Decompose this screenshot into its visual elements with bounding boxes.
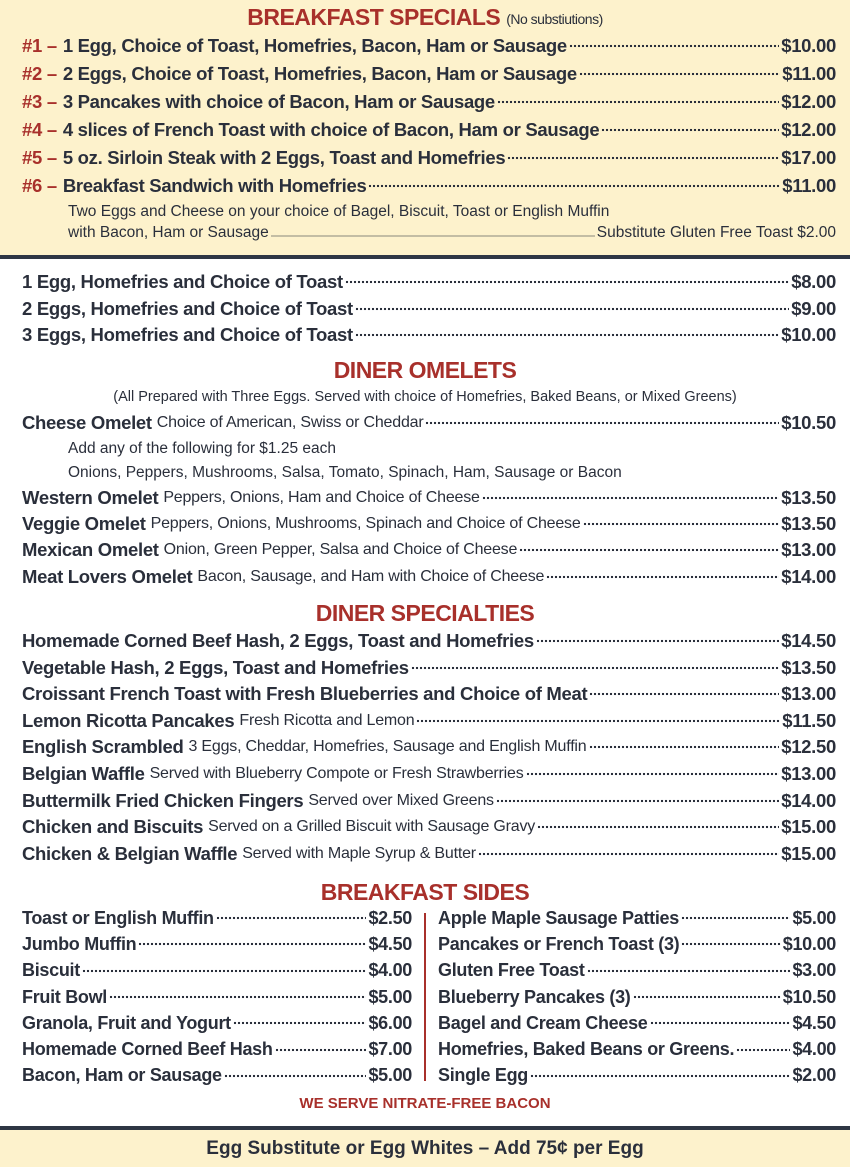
menu-item xyxy=(0,787,850,814)
menu-item xyxy=(0,707,850,734)
item-price: $14.00 xyxy=(781,565,836,587)
item-name: Gluten Free Toast xyxy=(438,960,585,981)
item-name: Belgian Waffle xyxy=(22,762,145,784)
specialties-title: DINER SPECIALTIES xyxy=(315,600,535,627)
item-desc: Fresh Ricotta and Lemon xyxy=(239,711,415,729)
dot-leader xyxy=(601,128,779,132)
item-name: 4 slices of French Toast with choice of Bacon, Ham or Sausage xyxy=(62,119,600,140)
menu-item xyxy=(0,1010,424,1036)
item-price: $14.50 xyxy=(781,629,836,651)
item-price: $12.50 xyxy=(781,736,836,758)
item-price: $17.00 xyxy=(781,147,836,168)
item-price: $13.50 xyxy=(781,486,836,508)
item-name: Homemade Corned Beef Hash xyxy=(22,1039,273,1060)
dot-leader xyxy=(583,522,780,526)
item-name: Biscuit xyxy=(22,960,80,981)
item-name: Granola, Fruit and Yogurt xyxy=(22,1012,231,1033)
dot-leader xyxy=(519,548,779,552)
menu-item xyxy=(0,296,850,323)
menu-item xyxy=(0,984,424,1010)
menu-item xyxy=(0,485,850,511)
item-price: $12.00 xyxy=(781,91,836,112)
item-desc: Bacon, Sausage, and Ham with Choice of Cheese xyxy=(197,567,545,585)
item-price: $13.50 xyxy=(781,512,836,534)
dot-leader xyxy=(589,745,780,749)
dot-leader xyxy=(368,184,780,188)
menu-item xyxy=(426,984,850,1010)
item-name: Homemade Corned Beef Hash, 2 Eggs, Toast and Homefries xyxy=(22,629,534,651)
dot-leader xyxy=(536,639,779,643)
menu-main xyxy=(0,259,850,1126)
item-desc: Served on a Grilled Biscuit with Sausage Gravy xyxy=(208,818,536,836)
section-heading: BREAKFAST SPECIALS xyxy=(247,3,501,30)
item-name: Lemon Ricotta Pancakes xyxy=(22,709,235,731)
omelets-note: (All Prepared with Three Eggs. Served with choice of Homefries, Baked Beans, or Mixed Greens) xyxy=(113,388,737,405)
menu-item xyxy=(0,1037,424,1063)
nitrate-note: WE SERVE NITRATE-FREE BACON xyxy=(299,1095,551,1113)
item-price: $4.50 xyxy=(368,933,412,954)
item-price: $10.50 xyxy=(781,412,836,433)
addon-note: Add any of the following for $1.25 each xyxy=(68,439,336,457)
item-price: $6.00 xyxy=(368,1012,412,1033)
menu-item xyxy=(0,172,850,200)
item-price: $8.00 xyxy=(791,271,836,293)
dot-leader xyxy=(681,916,790,920)
item-price: $4.50 xyxy=(792,1012,836,1033)
item-name: Jumbo Muffin xyxy=(22,933,137,954)
menu-item xyxy=(0,1063,424,1089)
menu-item xyxy=(426,958,850,984)
sides-title: BREAKFAST SIDES xyxy=(320,878,530,905)
item-name: 5 oz. Sirloin Steak with 2 Eggs, Toast and Homefries xyxy=(62,147,506,168)
item-name: Bacon, Ham or Sausage xyxy=(22,1065,222,1086)
item-name: Cheese Omelet xyxy=(22,412,152,433)
item-price: $13.00 xyxy=(781,683,836,705)
dot-leader xyxy=(537,825,779,829)
item-price: $11.00 xyxy=(782,175,836,196)
item-name: Meat Lovers Omelet xyxy=(22,565,193,587)
menu-item xyxy=(0,628,850,655)
item-desc: Peppers, Onions, Ham and Choice of Cheese xyxy=(163,488,480,506)
gluten-free-note: Substitute Gluten Free Toast $2.00 xyxy=(596,224,836,241)
dot-leader xyxy=(355,307,789,311)
menu-item xyxy=(0,410,850,437)
item-price: $10.50 xyxy=(782,986,836,1007)
item-price: $11.00 xyxy=(782,63,836,84)
item-name: Single Egg xyxy=(438,1065,529,1086)
dot-leader xyxy=(138,942,366,946)
menu-item xyxy=(426,905,850,931)
menu-item xyxy=(0,654,850,681)
menu-item xyxy=(0,563,850,589)
breakfast-specials-section xyxy=(0,0,850,255)
item-number: #4 – xyxy=(22,119,57,140)
menu-item xyxy=(0,511,850,537)
item-price: $10.00 xyxy=(782,933,836,954)
dot-leader xyxy=(681,942,780,946)
item-name: Western Omelet xyxy=(22,486,159,508)
menu-item xyxy=(0,116,850,144)
dot-leader xyxy=(411,666,780,670)
item-price: $2.50 xyxy=(368,907,412,928)
menu-item xyxy=(0,958,424,984)
item-desc: Served with Maple Syrup & Butter xyxy=(242,844,476,862)
item-number: #3 – xyxy=(22,91,57,112)
sandwich-meat: with Bacon, Ham or Sausage xyxy=(68,224,269,241)
menu-item xyxy=(0,734,850,761)
menu-item xyxy=(0,144,850,172)
dot-leader xyxy=(275,1048,367,1052)
menu-item xyxy=(426,931,850,957)
item-price: $12.00 xyxy=(781,119,836,140)
item-name: Homefries, Baked Beans or Greens. xyxy=(438,1039,735,1060)
menu-item xyxy=(0,931,424,957)
dot-leader xyxy=(233,1021,367,1025)
sandwich-description: Two Eggs and Cheese on your choice of Bagel, Biscuit, Toast or English Muffin xyxy=(68,203,610,220)
item-desc: Onion, Green Pepper, Salsa and Choice of Cheese xyxy=(163,541,518,559)
sandwich-description-2 xyxy=(0,224,850,248)
item-name: Fruit Bowl xyxy=(22,986,107,1007)
item-name: Blueberry Pancakes (3) xyxy=(438,986,631,1007)
dot-leader xyxy=(271,235,595,237)
dot-leader xyxy=(587,969,791,973)
menu-item xyxy=(0,761,850,788)
menu-item xyxy=(0,32,850,60)
section-title xyxy=(0,0,850,32)
item-name: Chicken & Belgian Waffle xyxy=(22,842,238,864)
dot-leader xyxy=(650,1021,791,1025)
item-name: 3 Eggs, Homefries and Choice of Toast xyxy=(22,324,353,346)
item-price: $5.00 xyxy=(368,986,412,1007)
item-price: $15.00 xyxy=(781,816,836,838)
dot-leader xyxy=(589,692,779,696)
item-name: Veggie Omelet xyxy=(22,512,146,534)
item-price: $4.00 xyxy=(368,960,412,981)
dot-leader xyxy=(416,719,780,723)
dot-leader xyxy=(224,1074,367,1078)
item-number: #1 – xyxy=(22,35,57,56)
dot-leader xyxy=(478,852,779,856)
dot-leader xyxy=(216,916,367,920)
dot-leader xyxy=(497,100,779,104)
menu-item xyxy=(0,681,850,708)
item-desc: Peppers, Onions, Mushrooms, Spinach and Choice of Cheese xyxy=(150,514,581,532)
addon-list: Onions, Peppers, Mushrooms, Salsa, Tomato, Spinach, Ham, Sausage or Bacon xyxy=(68,463,622,481)
item-desc: Choice of American, Swiss or Cheddar xyxy=(156,414,424,431)
item-name: 1 Egg, Choice of Toast, Homefries, Bacon, Ham or Sausage xyxy=(62,35,567,56)
item-name: Toast or English Muffin xyxy=(22,907,214,928)
item-name: 3 Pancakes with choice of Bacon, Ham or Sausage xyxy=(62,91,495,112)
dot-leader xyxy=(345,280,789,284)
item-name: Chicken and Biscuits xyxy=(22,816,204,838)
dot-leader xyxy=(496,799,779,803)
menu-item xyxy=(0,269,850,296)
egg-substitute-note: Egg Substitute or Egg Whites – Add 75¢ per Egg xyxy=(0,1130,850,1167)
section-note: (No substiutions) xyxy=(506,10,603,27)
sides-columns xyxy=(0,905,850,1089)
item-number: #5 – xyxy=(22,147,57,168)
dot-leader xyxy=(633,995,781,999)
item-name: Pancakes or French Toast (3) xyxy=(438,933,680,954)
menu-item xyxy=(0,322,850,349)
item-price: $7.00 xyxy=(368,1039,412,1060)
dot-leader xyxy=(425,421,779,425)
menu-item xyxy=(0,88,850,116)
dot-leader xyxy=(482,496,779,500)
item-desc: 3 Eggs, Cheddar, Homefries, Sausage and English Muffin xyxy=(188,738,587,756)
menu-item xyxy=(0,840,850,867)
item-price: $2.00 xyxy=(792,1065,836,1086)
item-number: #2 – xyxy=(22,63,57,84)
dot-leader xyxy=(82,969,367,973)
item-name: Bagel and Cream Cheese xyxy=(438,1012,648,1033)
item-price: $3.00 xyxy=(792,960,836,981)
item-name: Buttermilk Fried Chicken Fingers xyxy=(22,789,304,811)
item-name: Vegetable Hash, 2 Eggs, Toast and Homefries xyxy=(22,656,409,678)
item-price: $5.00 xyxy=(792,907,836,928)
item-name: Croissant French Toast with Fresh Blueberries and Choice of Meat xyxy=(22,683,588,705)
item-price: $5.00 xyxy=(368,1065,412,1086)
item-price: $11.50 xyxy=(782,709,836,731)
item-number: #6 – xyxy=(22,175,57,196)
item-price: $10.00 xyxy=(781,35,836,56)
item-name: Breakfast Sandwich with Homefries xyxy=(62,175,367,196)
item-name: 2 Eggs, Choice of Toast, Homefries, Bacon, Ham or Sausage xyxy=(62,63,577,84)
dot-leader xyxy=(526,772,780,776)
menu-item xyxy=(0,814,850,841)
menu-item xyxy=(0,60,850,88)
menu-item xyxy=(426,1037,850,1063)
dot-leader xyxy=(579,72,780,76)
dot-leader xyxy=(530,1074,790,1078)
item-price: $14.00 xyxy=(781,789,836,811)
dot-leader xyxy=(109,995,366,999)
item-name: Apple Maple Sausage Patties xyxy=(438,907,679,928)
menu-item xyxy=(426,1063,850,1089)
dot-leader xyxy=(546,575,779,579)
item-name: Mexican Omelet xyxy=(22,539,159,561)
dot-leader xyxy=(569,44,779,48)
dot-leader xyxy=(507,156,779,160)
item-price: $10.00 xyxy=(781,324,836,346)
item-price: $15.00 xyxy=(781,842,836,864)
item-price: $13.00 xyxy=(781,539,836,561)
item-name: 2 Eggs, Homefries and Choice of Toast xyxy=(22,297,353,319)
omelets-title: DINER OMELETS xyxy=(333,357,517,383)
dot-leader xyxy=(355,333,779,337)
item-desc: Served with Blueberry Compote or Fresh Strawberries xyxy=(149,764,524,782)
item-name: 1 Egg, Homefries and Choice of Toast xyxy=(22,271,343,293)
item-desc: Served over Mixed Greens xyxy=(308,791,494,809)
menu-item xyxy=(0,537,850,563)
menu-item xyxy=(426,1010,850,1036)
item-price: $13.00 xyxy=(781,762,836,784)
item-price: $4.00 xyxy=(792,1039,836,1060)
menu-item xyxy=(0,905,424,931)
item-price: $9.00 xyxy=(791,297,836,319)
item-name: English Scrambled xyxy=(22,736,184,758)
dot-leader xyxy=(736,1048,790,1052)
item-price: $13.50 xyxy=(781,656,836,678)
